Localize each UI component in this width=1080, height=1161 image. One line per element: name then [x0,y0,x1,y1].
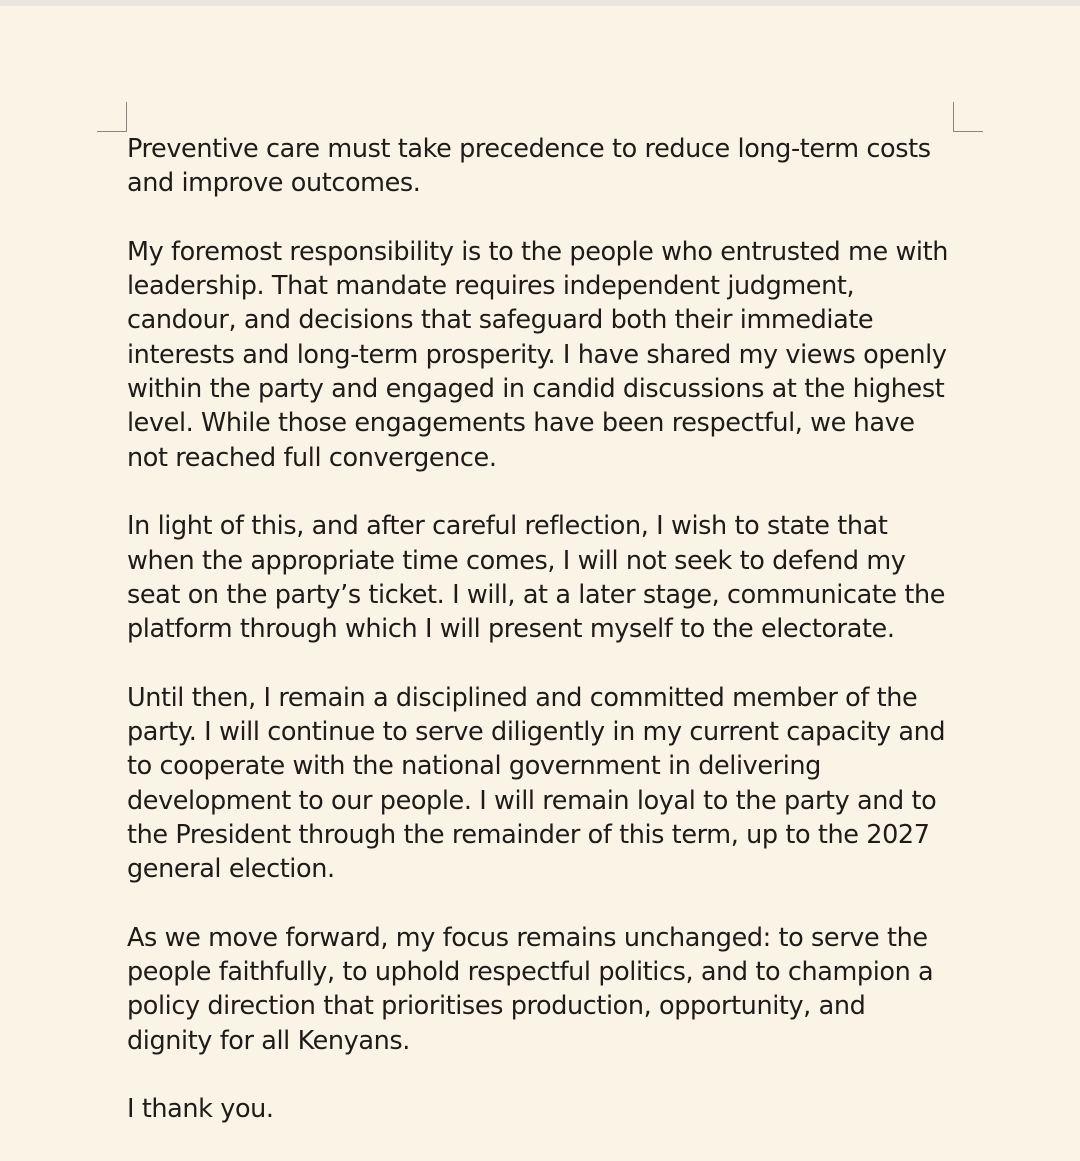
top-edge-strip [0,0,1080,6]
paragraph-responsibility: My foremost responsibility is to the people who entrusted me with leadership. That mandate requires independent judgment, candour, and decisions that safeguard both their immediate interests and long-term prosperity. I have shared my views openly within the party and engaged in candid discussions at the highest level. While those engagements have been respectful, we have not reached full convergence. [127,236,948,473]
paragraph-preventive-care: Preventive care must take precedence to reduce long-term costs and improve outcomes. [127,134,931,199]
paragraph-focus: As we move forward, my focus remains unchanged: to serve the people faithfully, to uphold respectful politics, and to champion a policy direction that prioritises production, opportunity, and dignity for all Kenyans. [127,922,934,1056]
top-right-margin-mark [953,102,983,132]
document-body [127,132,957,1161]
top-left-margin-mark [97,102,127,132]
paragraph-loyalty: Until then, I remain a disciplined and committed member of the party. I will continue to serve diligently in my current capacity and to cooperate with the national government in delivering development to our people. I will remain loyal to the party and to the President through the remainder of this term, up to the 2027 general election. [127,682,946,885]
paragraph-closing: I thank you. [127,1094,274,1125]
paragraph-decision: In light of this, and after careful reflection, I wish to state that when the appropriate time comes, I will not seek to defend my seat on the party’s ticket. I will, at a later stage, communicate the platform through which I will present myself to the electorate. [127,511,946,645]
